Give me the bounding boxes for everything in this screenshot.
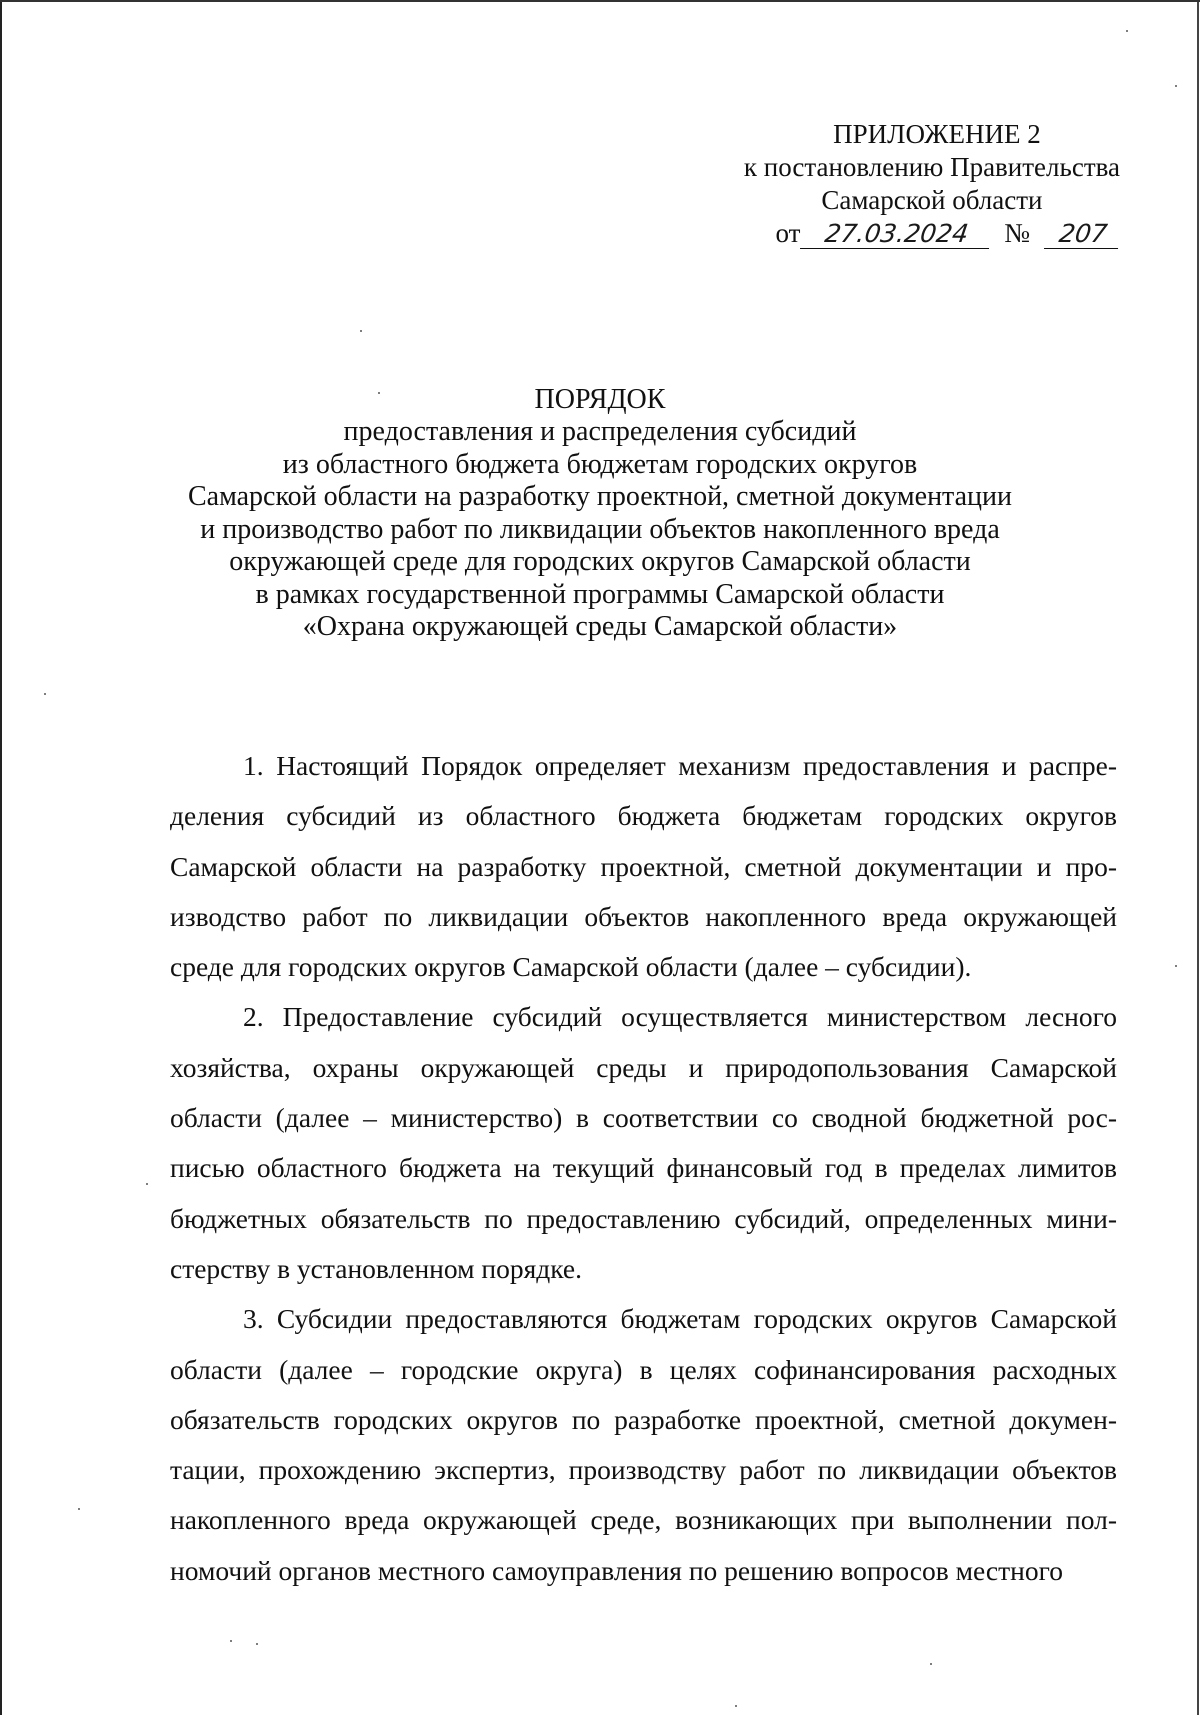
- scan-speck: [1126, 30, 1128, 32]
- scan-border-right: [1197, 0, 1199, 1715]
- scan-border-top: [0, 0, 1200, 2]
- appendix-resolution-line: к постановлению Правительства: [743, 152, 1120, 182]
- document-title-block: [0, 383, 1200, 644]
- appendix-header: [744, 118, 1120, 250]
- handwritten-number: 207: [1044, 220, 1122, 249]
- scan-speck: [146, 1183, 148, 1185]
- document-subtitle-line: из областного бюджета бюджетам городских округов: [282, 448, 918, 480]
- scan-speck: [78, 1508, 80, 1510]
- paragraph-3: 3. Субсидии предоставляются бюджетам городских округов Самарской области (далее – городские округа) в целях софинансирования расходных обязательств городских округов по разработке проектной, сметной документации, прохождению экспертиз, производству работ по ликвидации объектов накопленного вреда окружающей среде, возникающих при выполнении полномочий органов местного самоуправления по решению вопросов местного: [170, 1303, 1117, 1586]
- document-subtitle-line: предоставления и распределения субсидий: [343, 416, 857, 447]
- scan-speck: [44, 693, 46, 695]
- scan-speck: [735, 1705, 737, 1707]
- document-body: [170, 741, 1117, 1596]
- document-title: ПОРЯДОК: [534, 384, 666, 415]
- appendix-date-number-line: [744, 217, 1120, 250]
- scan-speck: [360, 330, 362, 332]
- number-label: №: [1004, 218, 1030, 248]
- handwritten-date: 27.03.2024: [800, 220, 993, 249]
- document-subtitle-line: Самарской области на разработку проектной, сметной документации: [187, 481, 1013, 512]
- appendix-title: ПРИЛОЖЕНИЕ 2: [833, 119, 1041, 149]
- scan-border-left: [0, 0, 2, 1715]
- paragraph-2: 2. Предоставление субсидий осуществляется министерством лесного хозяйства, охраны окружающей среды и природопользования Самарской области (далее – министерство) в соответствии со сводной бюджетной росписью областного бюджета на текущий финансовый год в пределах лимитов бюджетных обязательств по предоставлению субсидий, определенных министерству в установленном порядке.: [170, 1001, 1117, 1284]
- document-subtitle-line: в рамках государственной программы Самарской области: [255, 578, 945, 610]
- scan-speck: [230, 1640, 232, 1642]
- date-prefix: от: [775, 218, 801, 248]
- document-subtitle-line: окружающей среде для городских округов Самарской области: [229, 546, 971, 577]
- appendix-region-line: Самарской области: [821, 185, 1043, 215]
- document-subtitle-line: и производство работ по ликвидации объектов накопленного вреда: [200, 513, 1000, 545]
- document-subtitle-line: «Охрана окружающей среды Самарской области»: [302, 611, 898, 642]
- scan-speck: [1175, 85, 1177, 87]
- scan-speck: [256, 1643, 258, 1645]
- paragraph-1: 1. Настоящий Порядок определяет механизм предоставления и распределения субсидий из областного бюджета бюджетам городских округов Самарской области на разработку проектной, сметной документации и производство работ по ликвидации объектов накопленного вреда окружающей среде для городских округов Самарской области (далее – субсидии).: [170, 750, 1117, 983]
- scan-speck: [1175, 965, 1177, 967]
- scan-speck: [930, 1663, 932, 1665]
